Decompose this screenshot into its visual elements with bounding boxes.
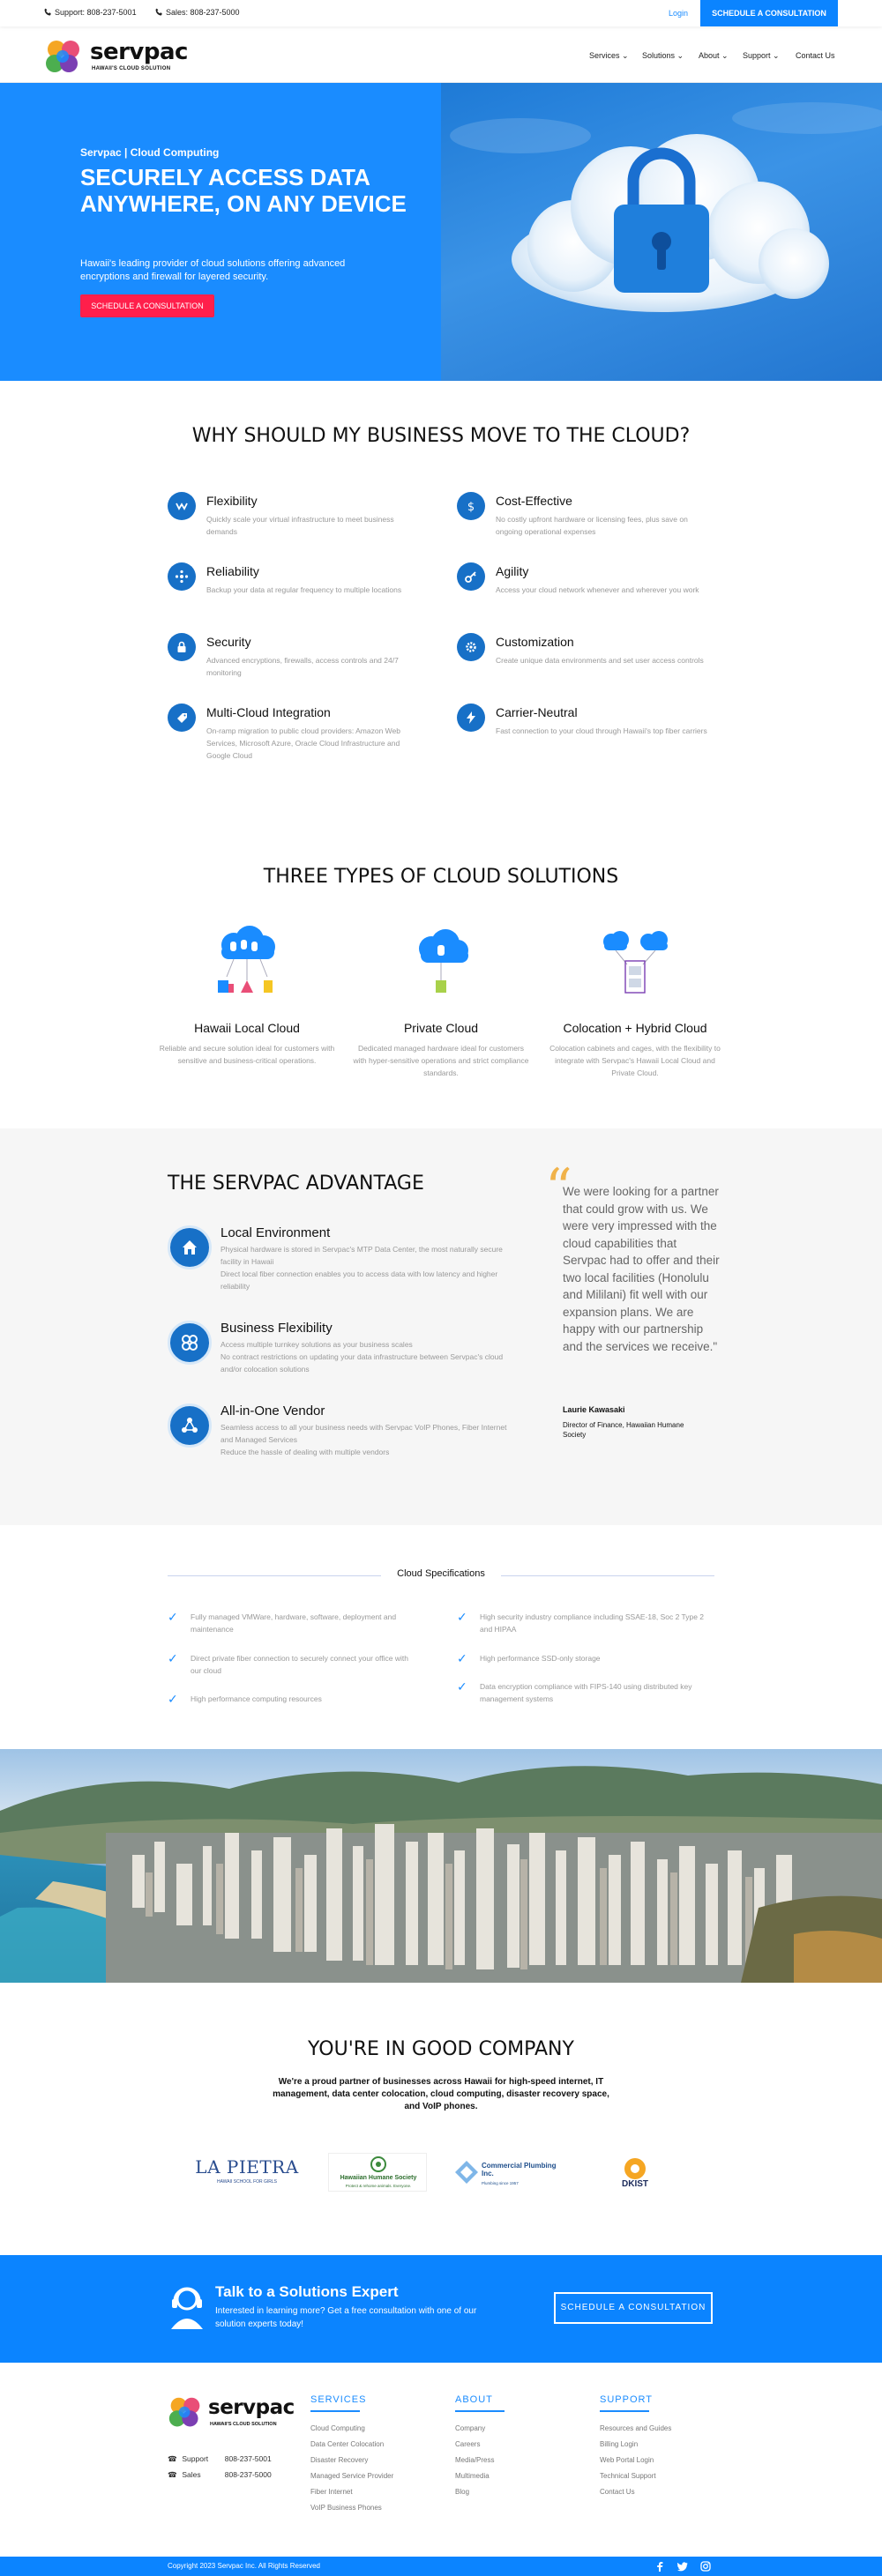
types-heading: THREE TYPES OF CLOUD SOLUTIONS — [263, 866, 619, 888]
benefit-title: Flexibility — [206, 494, 258, 508]
cloud-type-colocation — [547, 926, 723, 1079]
cta-schedule-button[interactable]: SCHEDULE A CONSULTATION — [554, 2292, 713, 2324]
footer-column-heading: SUPPORT — [600, 2394, 653, 2405]
footer-sales-label: Sales — [182, 2470, 201, 2479]
benefit-desc: Advanced encryptions, firewalls, access controls and 24/7 monitoring — [206, 656, 399, 677]
footer-link[interactable]: VoIP Business Phones — [310, 2504, 382, 2512]
la-pietra-tagline: HAWAII SCHOOL FOR GIRLS — [216, 2179, 278, 2185]
testimonial-quote: We were looking for a partner that could grow with us. We were very impressed with the cloud capabilities that Servpac had to offer and their two local facilities (Honolulu and Mililani) fit well with our expansion plans. We are happy with our partnership and the services we receive." — [563, 1185, 720, 1353]
phone-icon: ☎ — [168, 2470, 177, 2479]
spec-text: High performance SSD-only storage — [480, 1654, 601, 1663]
cta-title: Talk to a Solutions Expert — [215, 2283, 399, 2300]
footer-link[interactable]: Careers — [455, 2440, 481, 2448]
footer-sales-number: 808-237-5000 — [224, 2470, 272, 2479]
testimonial-author: Laurie Kawasaki — [563, 1405, 625, 1414]
footer-link[interactable]: Cloud Computing — [310, 2424, 365, 2432]
footer-heading-underline — [600, 2410, 649, 2412]
footer-heading-underline — [310, 2410, 360, 2412]
nav-solutions[interactable] — [642, 51, 684, 61]
benefit-agility — [457, 562, 713, 624]
advantage-title: Local Environment — [220, 1225, 331, 1240]
benefit-title: Cost-Effective — [496, 494, 572, 508]
cta-description: Interested in learning more? Get a free consultation with one of our solution experts today! — [215, 2306, 477, 2329]
footer-heading-underline — [455, 2410, 505, 2412]
check-icon: ✓ — [457, 1610, 467, 1624]
benefit-desc: Access your cloud network whenever and wherever you work — [496, 585, 699, 594]
benefit-title: Customization — [496, 635, 574, 649]
nav-solutions-label: Solutions — [642, 51, 676, 60]
check-icon: ✓ — [168, 1610, 178, 1624]
check-icon: ✓ — [168, 1651, 178, 1665]
share-nodes-icon — [168, 1403, 212, 1448]
footer-bottom-bar — [0, 2557, 882, 2576]
dollar-icon — [457, 492, 485, 520]
nav-services-label: Services — [589, 51, 620, 60]
spec-text: High performance computing resources — [191, 1694, 322, 1703]
skyline-illustration — [0, 1749, 882, 1983]
support-phone[interactable] — [44, 8, 137, 17]
hero-title: SECURELY ACCESS DATA ANYWHERE, ON ANY DEVICE — [80, 164, 407, 217]
benefit-customization — [457, 633, 713, 695]
support-agent-icon — [168, 2285, 206, 2329]
chevron-down-icon: ⌄ — [721, 51, 729, 60]
advantage-title: All-in-One Vendor — [220, 1403, 325, 1418]
spec-item — [457, 1680, 714, 1705]
vmware-icon — [168, 492, 196, 520]
benefit-flexibility — [168, 492, 423, 554]
logo-mark-icon — [168, 2394, 203, 2431]
sales-phone-text: Sales: 808-237-5000 — [166, 8, 240, 17]
cta-section — [0, 2255, 882, 2363]
footer-link[interactable]: Blog — [455, 2488, 470, 2496]
footer-support-number: 808-237-5001 — [224, 2454, 272, 2463]
footer-link[interactable]: Data Center Colocation — [310, 2440, 385, 2448]
footer-link[interactable]: Fiber Internet — [310, 2488, 353, 2496]
check-icon: ✓ — [457, 1651, 467, 1665]
dkist-name: DKIST — [622, 2179, 648, 2189]
logo-la-pietra — [192, 2156, 302, 2190]
chevron-down-icon: ⌄ — [773, 51, 780, 60]
check-icon: ✓ — [457, 1679, 467, 1694]
footer-column-services — [310, 2394, 443, 2516]
nav-about-label: About — [699, 51, 720, 60]
spec-item — [168, 1611, 415, 1635]
advantage-heading: THE SERVPAC ADVANTAGE — [168, 1173, 424, 1195]
advantage-section — [0, 1128, 882, 1525]
colocation-cloud-illustration — [595, 926, 675, 1005]
benefit-desc: Quickly scale your virtual infrastructure to meet business demands — [206, 515, 394, 536]
chevron-down-icon: ⌄ — [676, 51, 684, 60]
plumbing-mark-icon — [453, 2159, 480, 2185]
logo-wordmark: servpac — [90, 39, 188, 65]
footer-link[interactable]: Billing Login — [600, 2440, 639, 2448]
humane-society-name: Hawaiian Humane Society — [340, 2175, 417, 2181]
benefit-desc: Fast connection to your cloud through Hawaii's top fiber carriers — [496, 726, 707, 735]
cloud-type-local — [159, 926, 335, 1067]
cloud-type-private — [353, 926, 529, 1079]
benefit-desc: On-ramp migration to public cloud providers: Amazon Web Services, Microsoft Azure, Oracle Cloud Infrastructure and Google Cloud — [206, 726, 400, 760]
benefit-carrier-neutral — [457, 704, 713, 765]
twitter-icon[interactable] — [677, 2561, 688, 2572]
sun-telescope-icon — [614, 2155, 656, 2179]
home-icon — [168, 1225, 212, 1269]
la-pietra-name: LA PIETRA — [195, 2156, 299, 2178]
spec-text: High security industry compliance including SSAE-18, Soc 2 Type 2 and HIPAA — [480, 1612, 705, 1634]
footer-column-support — [600, 2394, 732, 2500]
spec-item — [168, 1652, 415, 1677]
spec-text: Data encryption compliance with FIPS-140 using distributed key management systems — [480, 1682, 692, 1703]
phone-icon — [155, 8, 163, 16]
nav-services[interactable] — [589, 51, 629, 61]
copyright: Copyright 2023 Servpac Inc. All Rights Reserved — [168, 2562, 320, 2570]
lightning-icon — [457, 704, 485, 732]
check-icon: ✓ — [168, 1692, 178, 1706]
footer-column-heading: ABOUT — [455, 2394, 493, 2405]
footer-sales-phone[interactable] — [168, 2470, 272, 2480]
advantage-title: Business Flexibility — [220, 1321, 333, 1336]
benefit-title: Reliability — [206, 564, 259, 578]
hero-eyebrow: Servpac | Cloud Computing — [80, 146, 220, 159]
footer-logo-tagline: HAWAII'S CLOUD SOLUTION — [210, 2422, 277, 2427]
benefit-title: Agility — [496, 564, 529, 578]
logo-tagline: HAWAII'S CLOUD SOLUTION — [92, 66, 171, 71]
footer-logo-wordmark: servpac — [208, 2396, 295, 2419]
logo-hawaiian-humane — [328, 2153, 427, 2192]
lock-icon — [168, 633, 196, 661]
benefit-title: Security — [206, 635, 251, 649]
benefit-title: Carrier-Neutral — [496, 705, 578, 719]
nav-contact[interactable]: Contact Us — [796, 51, 835, 60]
honolulu-skyline-image — [0, 1749, 882, 1983]
benefit-desc: Backup your data at regular frequency to multiple locations — [206, 585, 402, 594]
cloud-type-desc: Colocation cabinets and cages, with the flexibility to integrate with Servpac's Hawaii Local Cloud and Private Cloud. — [549, 1044, 721, 1077]
support-phone-text: Support: 808-237-5001 — [55, 8, 137, 17]
advantage-desc: Physical hardware is stored in Servpac's MTP Data Center, the most naturally secure facility in Hawaii Direct local fiber connection enables you to access data with low latency and higher reliability — [220, 1245, 503, 1291]
cloud-type-title: Private Cloud — [403, 1021, 479, 1035]
hero-schedule-button[interactable]: SCHEDULE A CONSULTATION — [80, 294, 214, 317]
cloud-tag-icon — [168, 704, 196, 732]
specs-heading: Cloud Specifications — [381, 1568, 501, 1579]
humane-society-mark-icon — [370, 2155, 387, 2173]
logo-commercial-plumbing — [453, 2155, 557, 2190]
footer-logo[interactable] — [168, 2394, 295, 2433]
hero-description: Hawaii's leading provider of cloud solutions offering advanced encryptions and firewall for layered security. — [80, 258, 346, 282]
spec-text: Fully managed VMWare, hardware, software, deployment and maintenance — [191, 1612, 397, 1634]
private-cloud-illustration — [401, 926, 481, 1005]
benefit-desc: No costly upfront hardware or licensing fees, plus save on ongoing operational expenses — [496, 515, 688, 536]
footer-link[interactable]: Managed Service Provider — [310, 2472, 394, 2480]
cloud-lock-illustration — [441, 83, 882, 381]
footer-link[interactable]: Web Portal Login — [600, 2456, 654, 2464]
company-heading: YOU'RE IN GOOD COMPANY — [308, 2038, 574, 2060]
plumbing-tagline: Plumbing since 1957 — [482, 2181, 519, 2185]
schedule-consultation-button[interactable]: SCHEDULE A CONSULTATION — [700, 0, 838, 26]
quote-mark-icon: “ — [545, 1158, 572, 1219]
footer-support-label: Support — [182, 2454, 209, 2463]
local-cloud-illustration — [207, 926, 287, 1005]
footer-link[interactable]: Contact Us — [600, 2488, 635, 2496]
spec-item — [457, 1611, 714, 1635]
login-link[interactable]: Login — [669, 9, 689, 18]
footer-link[interactable]: Company — [455, 2424, 486, 2432]
benefit-reliability — [168, 562, 423, 624]
phone-icon — [44, 8, 52, 16]
footer-link[interactable]: Multimedia — [455, 2472, 490, 2480]
cloud-type-desc: Reliable and secure solution ideal for customers with sensitive and business-critical operations. — [159, 1044, 335, 1065]
spec-text: Direct private fiber connection to securely connect your office with our cloud — [191, 1654, 408, 1675]
footer-link[interactable]: Media/Press — [455, 2456, 495, 2464]
benefit-desc: Create unique data environments and set user access controls — [496, 656, 704, 665]
hero-cloud-lock-image — [441, 83, 882, 381]
gears-icon — [168, 1321, 212, 1365]
hero-panel — [0, 83, 441, 381]
svg-text:$: $ — [467, 501, 475, 513]
why-heading: WHY SHOULD MY BUSINESS MOVE TO THE CLOUD? — [191, 425, 691, 447]
cloud-type-desc: Dedicated managed hardware ideal for customers with hyper-sensitive operations and strict compliance standards. — [353, 1044, 529, 1077]
logo-dkist — [614, 2155, 656, 2190]
key-icon — [457, 562, 485, 591]
network-icon — [168, 562, 196, 591]
sales-phone[interactable] — [155, 8, 240, 17]
spec-item — [457, 1652, 714, 1664]
plumbing-name: Commercial Plumbing Inc. — [482, 2162, 557, 2178]
servpac-logo[interactable] — [44, 37, 188, 78]
footer-column-heading: SERVICES — [310, 2394, 367, 2405]
phone-icon: ☎ — [168, 2454, 177, 2463]
testimonial-author-title: Director of Finance, Hawaiian Humane Society — [563, 1421, 684, 1439]
top-bar — [0, 0, 882, 26]
gear-icon — [457, 633, 485, 661]
footer-link[interactable]: Disaster Recovery — [310, 2456, 369, 2464]
nav-about[interactable] — [699, 51, 729, 61]
advantage-desc: Access multiple turnkey solutions as your business scales No contract restrictions on updating your data infrastructure between Servpac's cloud and/or colocation solutions — [220, 1340, 504, 1374]
nav-support-label: Support — [743, 51, 771, 60]
benefit-security — [168, 633, 423, 695]
facebook-icon[interactable] — [654, 2561, 665, 2572]
spec-item — [168, 1693, 415, 1705]
benefit-multi-cloud — [168, 704, 423, 765]
instagram-icon[interactable] — [700, 2561, 711, 2572]
cloud-type-title: Colocation + Hybrid Cloud — [563, 1021, 707, 1035]
benefit-title: Multi-Cloud Integration — [206, 705, 331, 719]
footer-support-phone[interactable] — [168, 2454, 272, 2464]
advantage-desc: Seamless access to all your business needs with Servpac VoIP Phones, Fiber Internet and Managed Services Reduce the hassle of dealing with multiple vendors — [220, 1423, 507, 1456]
company-description: We're a proud partner of businesses across Hawaii for high-speed internet, IT management, data center colocation, cloud computing, disaster recovery space, and VoIP phones. — [273, 2077, 609, 2111]
footer-link[interactable]: Resources and Guides — [600, 2424, 672, 2432]
footer-link[interactable]: Technical Support — [600, 2472, 656, 2480]
logo-mark-icon — [44, 37, 83, 78]
humane-society-tagline: Protect & rehome animals. Everyone. — [345, 2184, 412, 2188]
benefit-cost-effective — [457, 492, 713, 554]
chevron-down-icon: ⌄ — [622, 51, 629, 60]
hero-section — [0, 83, 882, 381]
cloud-type-title: Hawaii Local Cloud — [194, 1021, 300, 1035]
nav-support[interactable] — [743, 51, 780, 61]
footer-column-about — [455, 2394, 587, 2500]
